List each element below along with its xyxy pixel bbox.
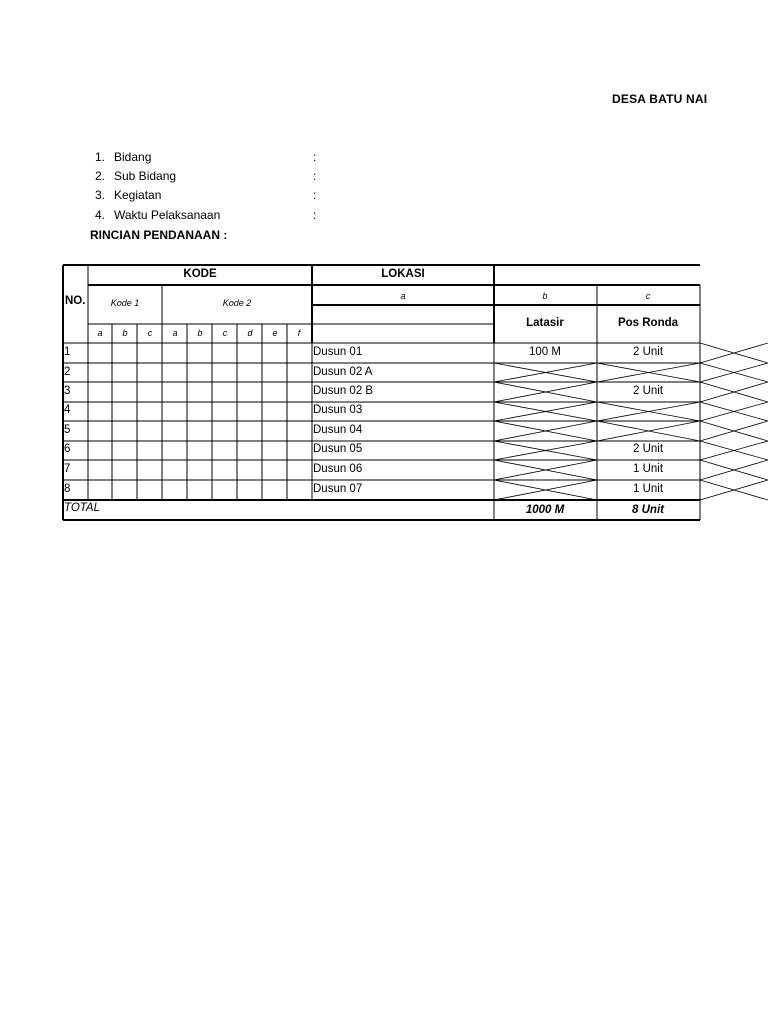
- kode2-sub-e: e: [272, 328, 278, 338]
- info-num: 4.: [95, 208, 106, 222]
- row-lokasi: Dusun 02 B: [313, 385, 374, 397]
- info-colon: :: [313, 169, 317, 183]
- row-no: 1: [64, 346, 71, 358]
- row-no: 3: [64, 385, 71, 397]
- kode2-sub-d: d: [247, 328, 253, 338]
- row-no: 2: [64, 366, 71, 378]
- row-lokasi: Dusun 07: [313, 483, 363, 495]
- col-letter-c: c: [645, 291, 651, 301]
- no-header: NO.: [65, 295, 86, 307]
- kode2-header: Kode 2: [222, 298, 252, 308]
- kode2-sub-a: a: [172, 328, 178, 338]
- row-latasir: 100 M: [529, 346, 561, 358]
- row-pos-ronda: 1 Unit: [632, 463, 664, 475]
- kode1-sub-c: c: [147, 328, 153, 338]
- row-no: 4: [64, 404, 71, 416]
- col-letter-a: a: [400, 291, 406, 301]
- row-lokasi: Dusun 05: [313, 443, 363, 455]
- lokasi-header: LOKASI: [381, 268, 425, 280]
- info-label-sub-bidang: Sub Bidang: [114, 169, 177, 183]
- info-num: 2.: [95, 169, 106, 183]
- row-lokasi: Dusun 04: [313, 424, 363, 436]
- total-latasir: 1000 M: [525, 504, 565, 516]
- row-lokasi: Dusun 06: [313, 463, 363, 475]
- info-num: 1.: [95, 150, 106, 164]
- info-label-kegiatan: Kegiatan: [114, 188, 162, 202]
- info-num: 3.: [95, 188, 106, 202]
- row-lokasi: Dusun 02 A: [313, 366, 373, 378]
- row-lokasi: Dusun 01: [313, 346, 363, 358]
- row-pos-ronda: 1 Unit: [632, 483, 664, 495]
- row-no: 6: [64, 443, 71, 455]
- pos-ronda-header: Pos Ronda: [617, 317, 679, 329]
- info-colon: :: [313, 150, 317, 164]
- kode2-sub-b: b: [197, 328, 203, 338]
- kode2-sub-c: c: [222, 328, 228, 338]
- row-lokasi: Dusun 03: [313, 404, 363, 416]
- info-colon: :: [313, 188, 317, 202]
- latasir-header: Latasir: [526, 317, 564, 329]
- row-no: 7: [64, 463, 71, 475]
- kode-header: KODE: [183, 268, 217, 280]
- info-label-waktu: Waktu Pelaksanaan: [114, 208, 221, 222]
- info-label-bidang: Bidang: [114, 150, 152, 164]
- info-colon: :: [313, 208, 317, 222]
- kode2-sub-f: f: [297, 328, 301, 338]
- col-letter-b: b: [542, 291, 548, 301]
- kode1-sub-a: a: [97, 328, 103, 338]
- row-pos-ronda: 2 Unit: [632, 385, 664, 397]
- rincian-pendanaan-label: RINCIAN PENDANAAN :: [90, 228, 228, 242]
- kode1-header: Kode 1: [110, 298, 140, 308]
- total-pos-ronda: 8 Unit: [632, 504, 664, 516]
- row-pos-ronda: 2 Unit: [632, 346, 664, 358]
- row-no: 8: [64, 483, 71, 495]
- row-no: 5: [64, 424, 71, 436]
- village-title: DESA BATU NAI: [612, 92, 708, 106]
- total-label: TOTAL: [64, 502, 100, 514]
- row-pos-ronda: 2 Unit: [632, 443, 664, 455]
- kode1-sub-b: b: [122, 328, 128, 338]
